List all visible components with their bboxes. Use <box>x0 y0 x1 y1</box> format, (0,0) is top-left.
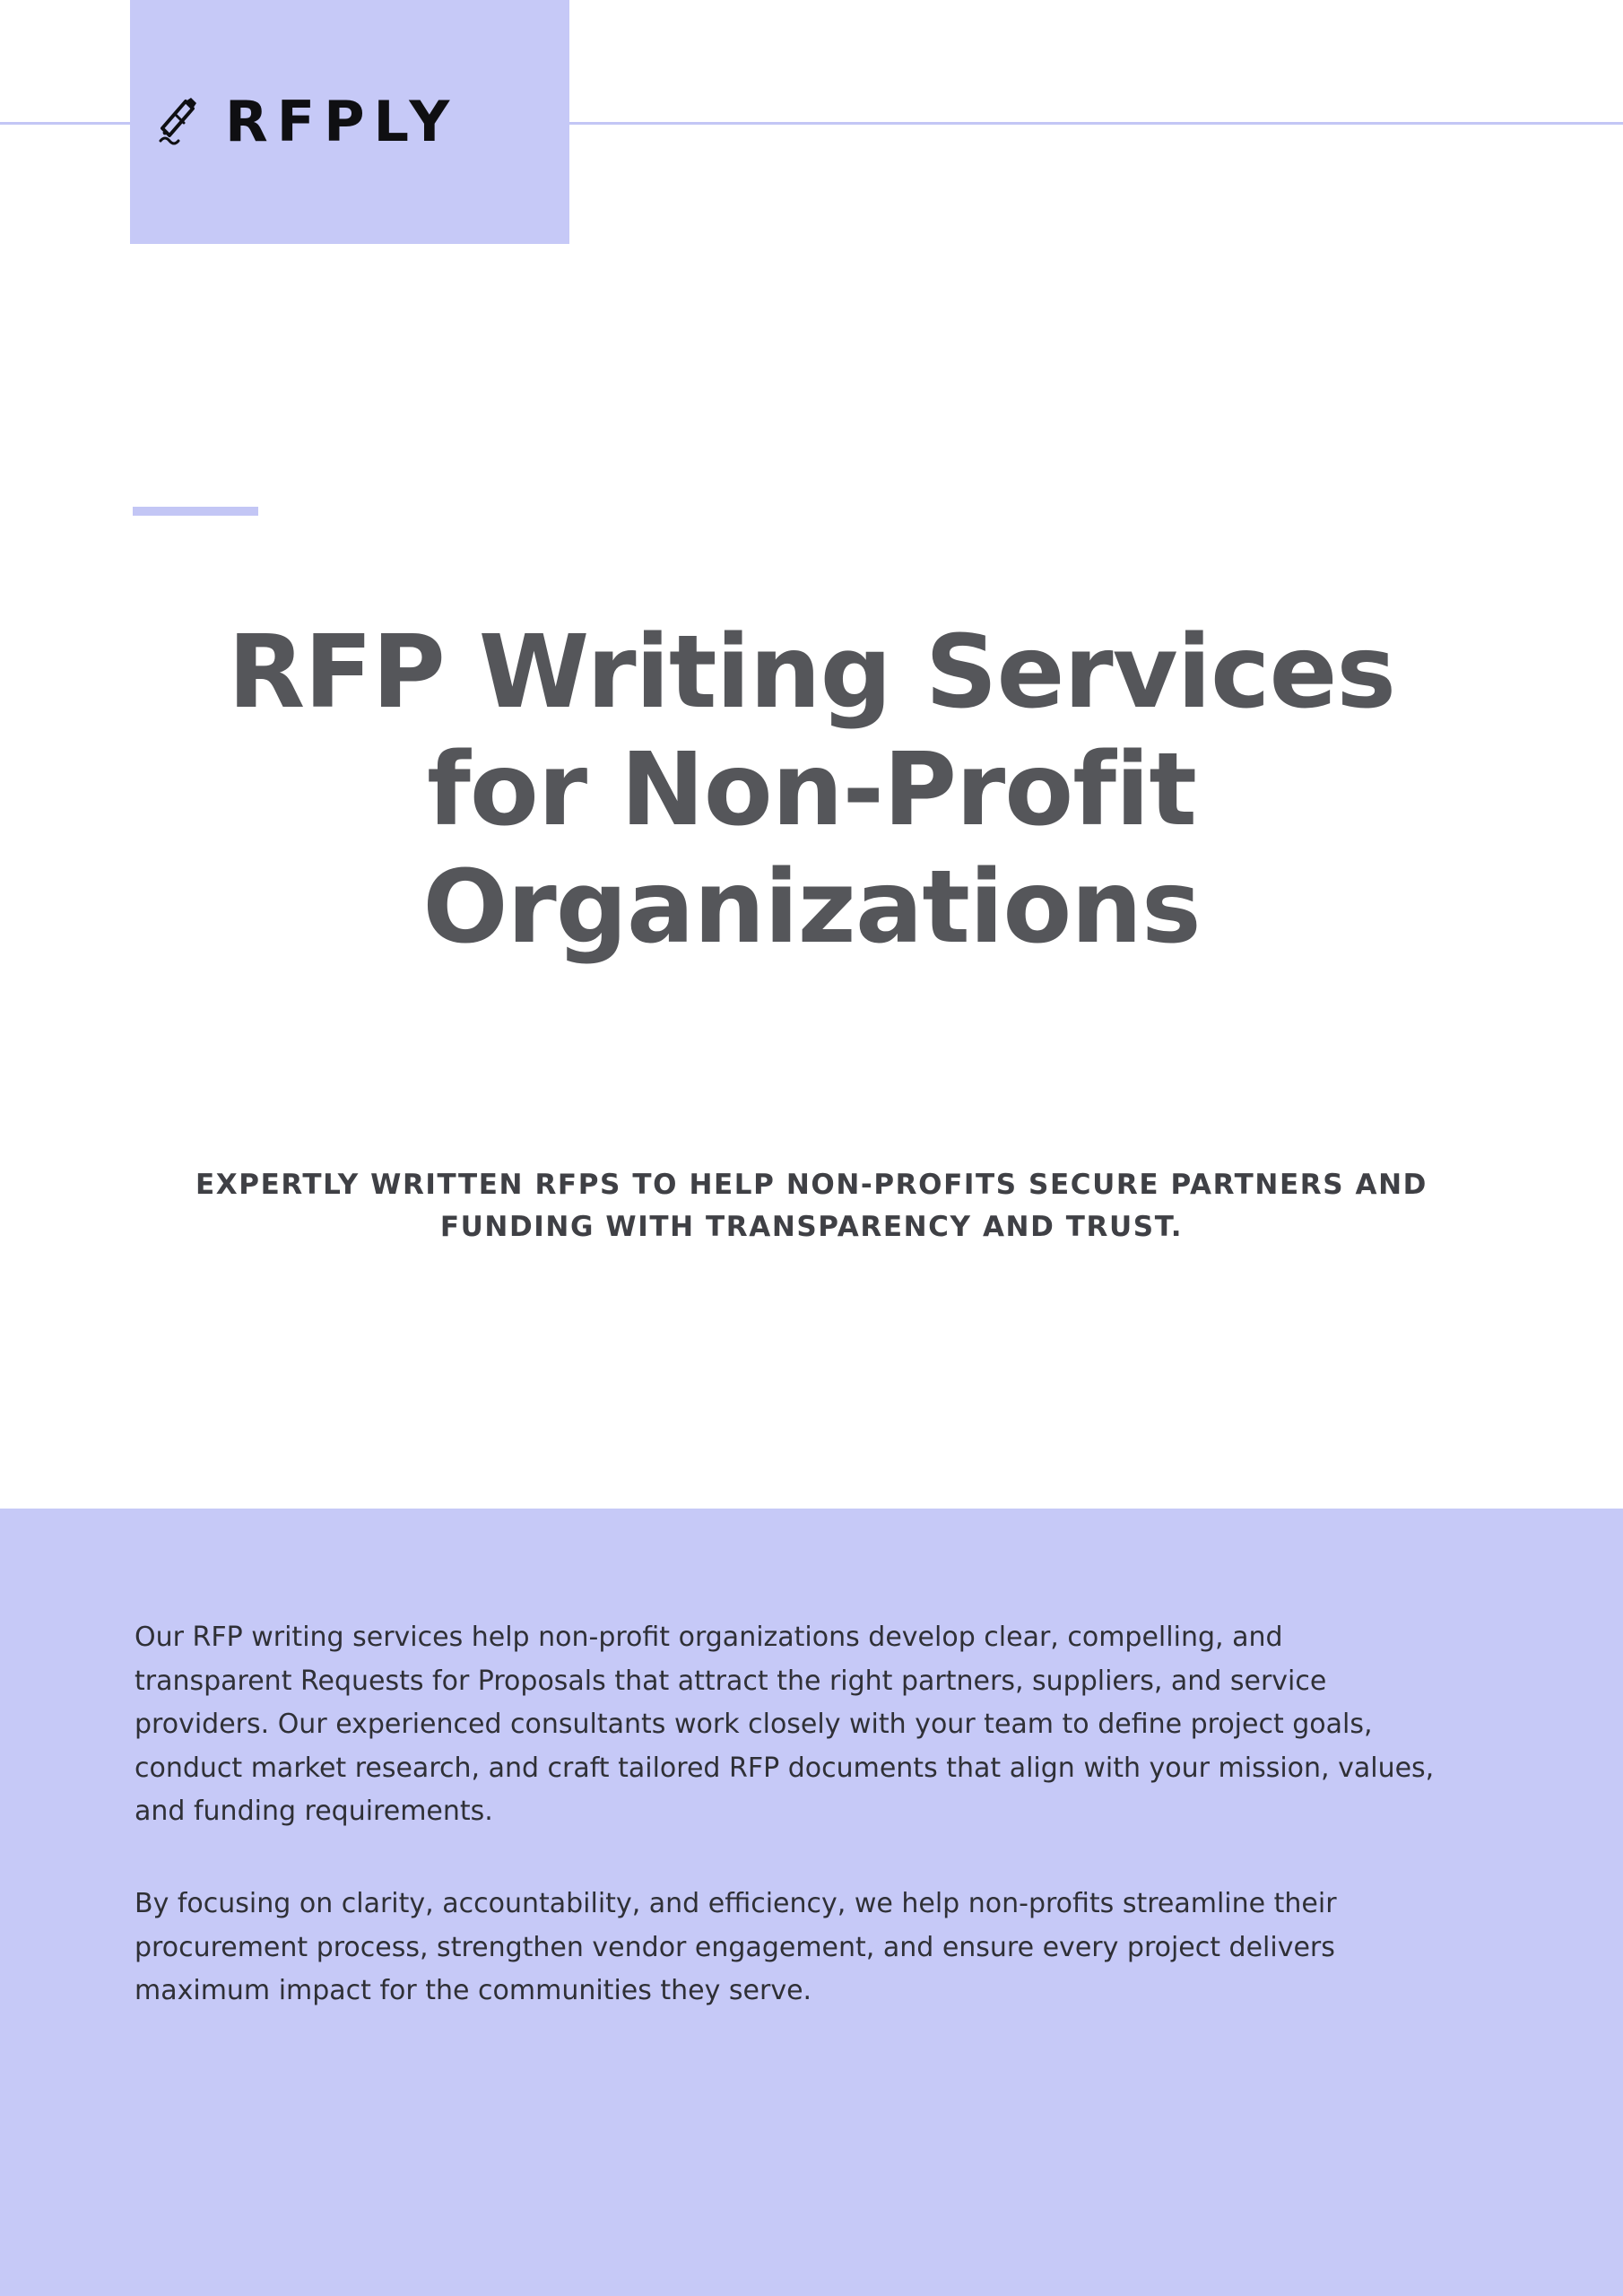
bird-pen-icon <box>150 89 216 155</box>
brand-name: RFPLY <box>225 89 459 154</box>
page-title: RFP Writing Services for Non-Profit Organizations <box>227 614 1396 967</box>
body-panel <box>0 1509 1623 2296</box>
body-paragraph: Our RFP writing services help non-profit organizations develop clear, compelling, and transparent Requests for Proposals that attract the right partners, suppliers, and service providers. Our experienced consultants work closely with your team to define project goals, conduct market research, and craft tailored RFP documents that align with your mission, values, and funding requirements. <box>135 1622 1435 1828</box>
accent-dash <box>133 507 258 516</box>
page-subtitle: EXPERTLY WRITTEN RFPS TO HELP NON-PROFITS SECURE PARTNERS AND FUNDING WITH TRANSPARENCY AND TRUST. <box>195 1169 1428 1243</box>
body-paragraph: By focusing on clarity, accountability, and efficiency, we help non-profits streamline their procurement process, strengthen vendor engagement, and ensure every project delivers maximum impact for the communities they serve. <box>135 1887 1337 2007</box>
document-header <box>0 0 1623 251</box>
brand-logo-block <box>130 0 569 244</box>
hero-section <box>0 507 1623 1248</box>
